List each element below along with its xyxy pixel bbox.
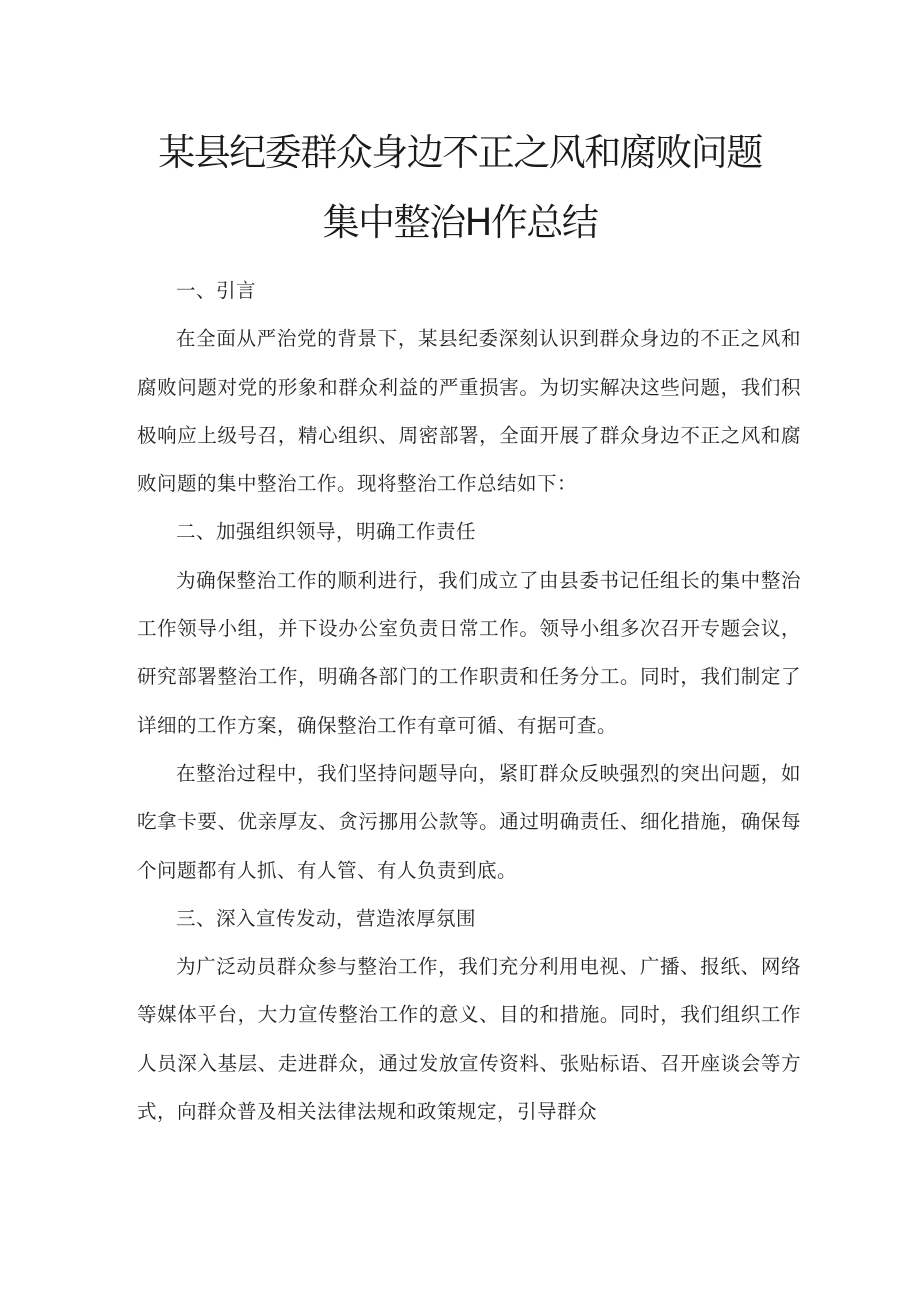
section-heading-introduction: 一、引言 — [176, 279, 257, 302]
paragraph-publicity: 为广泛动员群众参与整治工作，我们充分利用电视、广播、报纸、网络等媒体平台，大力宣传整治工作的意义、目的和措施。同时，我们组织工作人员深入基层、走进群众，通过发放宣传资料、张贴标语、召开座谈会等方式，向群众普及相关法律法规和政策规定，引导群众 — [137, 955, 801, 1124]
document-title-line-2: 集中整治H作总结 — [322, 201, 598, 244]
paragraph-introduction: 在全面从严治党的背景下，某县纪委深刻认识到群众身边的不正之风和腐败问题对党的形象和群众利益的严重损害。为切实解决这些问题，我们积极响应上级号召，精心组织、周密部署，全面开展了群众身边不正之风和腐败问题的集中整治工作。现将整治工作总结如下： — [137, 327, 801, 496]
paragraph-organization: 为确保整治工作的顺利进行，我们成立了由县委书记任组长的集中整治工作领导小组，并下设办公室负责日常工作。领导小组多次召开专题会议，研究部署整治工作，明确各部门的工作职责和任务分工。同时，我们制定了详细的工作方案，确保整治工作有章可循、有据可查。 — [137, 568, 801, 737]
document-body — [137, 267, 801, 1136]
section-heading-organization: 二、加强组织领导，明确工作责任 — [176, 520, 477, 544]
paragraph-problem-oriented: 在整治过程中，我们坚持问题导向，紧盯群众反映强烈的突出问题，如吃拿卡要、优亲厚友、贪污挪用公款等。通过明确责任、细化措施，确保每个问题都有人抓、有人管、有人负责到底。 — [137, 761, 801, 882]
section-heading-publicity: 三、深入宣传发动，营造浓厚氛围 — [176, 906, 477, 930]
document-title-line-1: 某县纪委群众身边不正之风和腐败问题 — [158, 131, 762, 174]
